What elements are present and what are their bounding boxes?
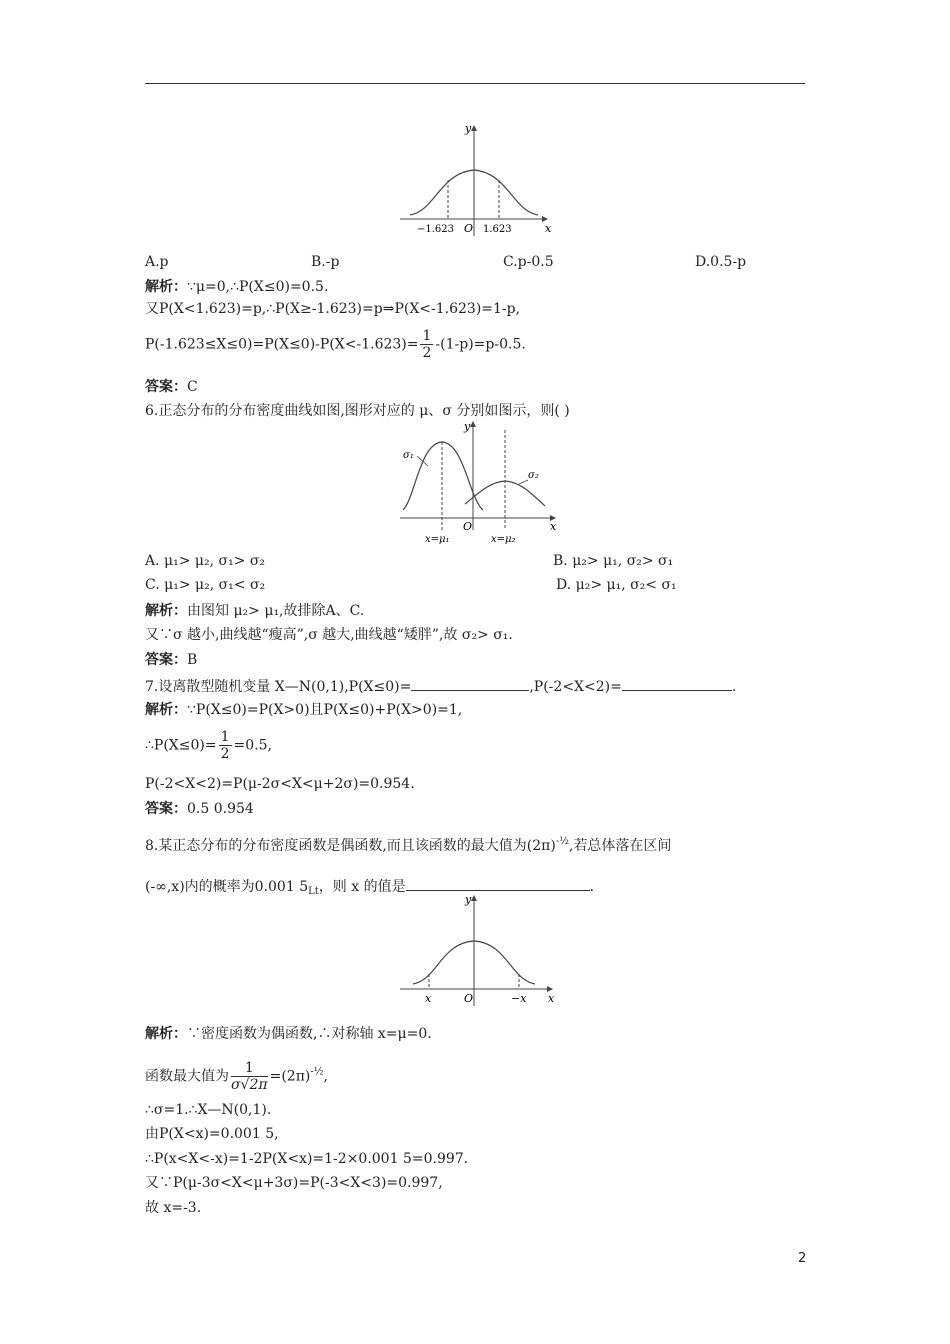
fraction: $\frac{1}{2}$ [422, 328, 432, 361]
figure-normal-curve-2 [395, 890, 560, 1008]
option-d: D.0.5-p [695, 254, 747, 270]
y-label: y [465, 893, 472, 906]
q8-question-line-1: 8.某正态分布的分布密度函数是偶函数,而且该函数的最大值为$(2\pi)^{-\frac{1}{2}}$,若总体落在区间 [145, 836, 672, 854]
q7-answer: 答案：0.5 0.954 [145, 801, 254, 817]
q6-solution-line-1: 解析：由图知 μ₂> μ₁,故排除A、C. [145, 603, 365, 619]
tick-neg: −1.623 [417, 224, 455, 235]
q6-answer: 答案：B [145, 652, 198, 668]
q6-option-a: A. μ₁> μ₂, σ₁> σ₂ [145, 553, 266, 569]
q5-answer: 答案：C [145, 379, 198, 395]
q8-solution-line-7: 故 x=-3. [145, 1200, 202, 1216]
q7-question: 7.设离散型随机变量 X—N(0,1),P(X≤0)= ,P(-2<X<2)= . [145, 676, 736, 696]
origin-label: O [464, 222, 474, 235]
q6-option-c: C. μ₁> μ₂, σ₁< σ₂ [145, 577, 266, 593]
q8-solution-line-6: 又∵P(μ-3σ<X<μ+3σ)=P(-3<X<3)=0.997, [145, 1175, 443, 1191]
q5-solution-line-1: 解析：∵μ=0,∴P(X≤0)=0.5. [145, 279, 329, 295]
y-label: y [464, 420, 471, 433]
x-label: x [545, 222, 552, 235]
q7-solution-line-3: P(-2<X<2)=P(μ-2σ<X<μ+2σ)=0.954. [145, 776, 415, 792]
mu1-label: x=μ₁ [425, 534, 450, 545]
y-label: y [465, 122, 472, 135]
q8-solution-line-2: 函数最大值为 $\frac{1}{\sigma√2\pi}$ $=(2\pi)^{-\frac{1}{2}}$, [145, 1060, 328, 1093]
tick-neg-x: −x [511, 992, 527, 1005]
answer-blank-1 [411, 676, 529, 691]
sigma2-label: σ₂ [528, 470, 539, 481]
q7-solution-line-2: ∴P(X≤0)= $\frac{1}{2}$ =0.5, [145, 729, 272, 762]
pointer-sigma1 [417, 456, 428, 466]
answer-blank-2 [622, 676, 732, 691]
q5-solution-line-3: P(-1.623≤X≤0)=P(X≤0)-P(X<-1.623)= $\frac{1}{2}$ -(1-p)=p-0.5. [145, 328, 526, 361]
q8-solution-line-1: 解析：∵密度函数为偶函数,∴对称轴 x=μ=0. [145, 1026, 432, 1042]
option-a: A.p [145, 254, 169, 270]
q6-option-d: D. μ₂> μ₁, σ₂< σ₁ [556, 577, 677, 593]
origin-label: O [464, 992, 474, 1005]
x-label: x [548, 992, 555, 1005]
figure-two-curves [395, 418, 565, 550]
q7-solution-line-1: 解析：∵P(X≤0)=P(X>0)且P(X≤0)+P(X>0)=1, [145, 702, 463, 718]
option-c: C.p-0.5 [503, 254, 554, 270]
tick-pos: 1.623 [483, 224, 512, 235]
option-b: B.-p [311, 254, 340, 270]
q5-solution-line-2: 又P(X<1.623)=p,∴P(X≥-1.623)=p⇒P(X<-1.623)=1-p, [145, 301, 521, 317]
figure-normal-curve-1 [395, 118, 555, 243]
sigma1-label: σ₁ [403, 450, 414, 461]
tick-x: x [425, 992, 432, 1005]
header-rule [145, 83, 805, 84]
mu2-label: x=μ₂ [491, 534, 516, 545]
pointer-sigma2 [519, 480, 528, 484]
answer-blank-x [406, 876, 590, 891]
q6-solution-line-2: 又∵σ 越小,曲线越“瘦高”,σ 越大,曲线越“矮胖”,故 σ₂> σ₁. [145, 627, 513, 643]
origin-label: O [463, 520, 473, 533]
fraction: $\frac{1}{\sigma√2\pi}$ [231, 1060, 268, 1093]
solution-label: 解析： [145, 279, 187, 295]
page-number: 2 [798, 1251, 807, 1266]
q8-solution-line-5: ∴P(x<X<-x)=1-2P(X<x)=1-2×0.001 5=0.997. [145, 1151, 469, 1167]
fraction: $\frac{1}{2}$ [220, 729, 230, 762]
q6-question: 6.正态分布的分布密度曲线如图,图形对应的 μ、σ 分别如图示，则( ) [145, 403, 570, 419]
x-label: x [550, 520, 557, 533]
q8-solution-line-3: ∴σ=1.∴X—N(0,1). [145, 1102, 272, 1118]
q8-solution-line-4: 由P(X<x)=0.001 5, [145, 1126, 279, 1142]
q6-option-b: B. μ₂> μ₁, σ₂> σ₁ [553, 553, 674, 569]
q8-question-line-2: (-∞,x)内的概率为0.001 $5_{Lt}$，则 x 的值是 . [145, 876, 594, 901]
